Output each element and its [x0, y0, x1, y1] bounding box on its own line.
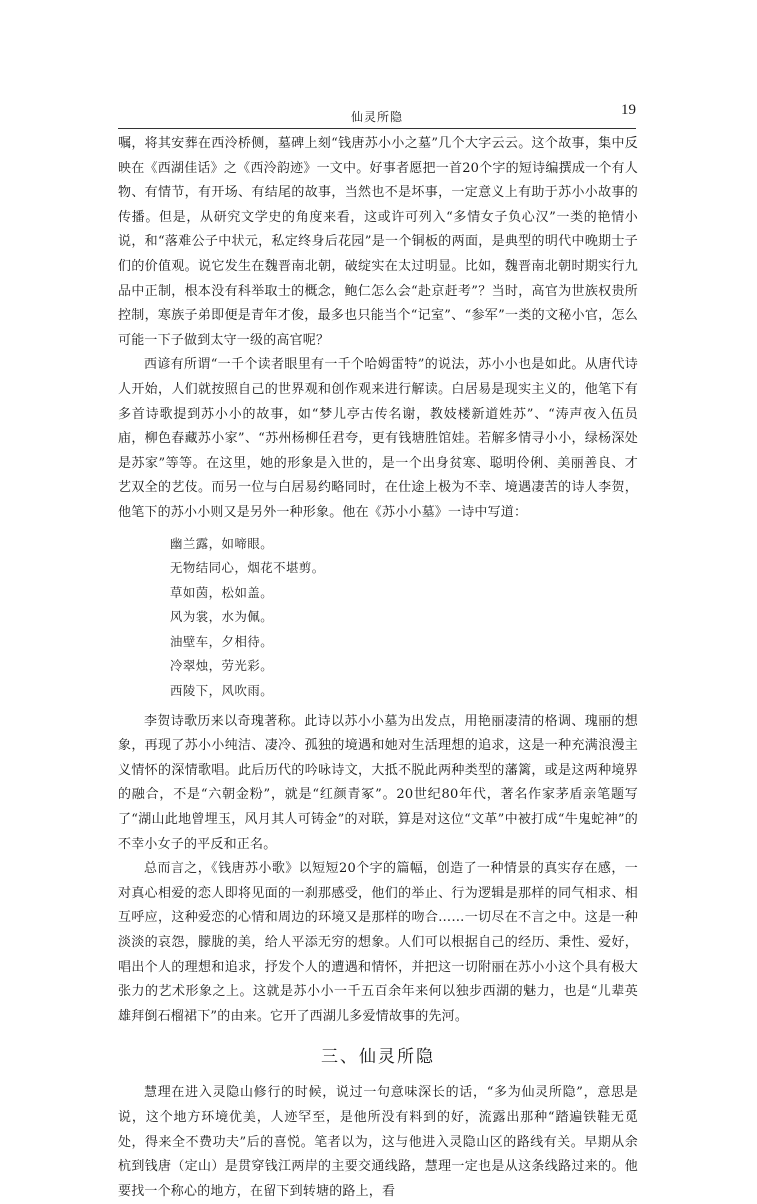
poem-line: 幽兰露，如啼眼。 — [170, 535, 274, 551]
paragraph: 嘱，将其安葬在西泠桥侧，墓碑上刻“钱唐苏小小之墓”几个大字云云。这个故事，集中反映在《西湖佳话》之《西泠韵迹》一文中。好事者愿把一首20个字的短诗编撰成一个有人物、有情节，有开场、有结尾的故事，当然也不是坏事，一定意义上有助于苏小小故事的传播。但是，从研究文学史的角度来看，这或许可列入“多情女子负心汉”一类的艳情小说，和“落难公子中状元，私定终身后花园”是一个铜板的两面，是典型的明代中晚期士子们的价值观。说它发生在魏晋南北朝，破绽实在太过明显。比如，魏晋南北朝时期实行九品中正制，根本没有科举取士的概念，鲍仁怎么会“赴京赶考”？当时，高官为世族权贵所控制，寒族子弟即便是青年才俊，最多也只能当个“记室”、“参军”一类的文秘小官，怎么可能一下子做到太守一级的高官呢？ — [118, 136, 638, 348]
paragraph: 慧理在进入灵隐山修行的时候，说过一句意味深长的话，“多为仙灵所隐”，意思是说，这个地方环境优美，人迹罕至，是他所没有料到的好，流露出那种“踏遍铁鞋无觅处，得来全不费功夫”后的喜悦。笔者以为，这与他进入灵隐山区的路线有关。早期从余杭到钱唐（定山）是贯穿钱江两岸的主要交通线路，慧理一定也是从这条线路过来的。他要找一个称心的地方，在留下到转塘的路上，看 — [118, 1085, 638, 1199]
poem-quote — [170, 532, 638, 704]
poem-line: 冷翠烛，劳光彩。 — [170, 658, 274, 674]
poem-line: 草如茵，松如盖。 — [170, 584, 274, 600]
running-title: 仙灵所隐 — [350, 110, 403, 124]
paragraph: 西谚有所谓“一千个读者眼里有一千个哈姆雷特”的说法，苏小小也是如此。从唐代诗人开始，人们就按照自己的世界观和创作观来进行解读。白居易是现实主义的，他笔下有多首诗歌提到苏小小的故事，如“梦儿亭古传名谢，教妓楼新道姓苏”、“涛声夜入伍员庙，柳色春藏苏小家”、“苏州杨柳任君夸，更有钱塘胜馆娃。若解多情寻小小，绿杨深处是苏家”等等。在这里，她的形象是入世的，是一个出身贫寒、聪明伶俐、美丽善良、才艺双全的艺伎。而另一位与白居易约略同时，在仕途上极为不幸、境遇凄苦的诗人李贺，他笔下的苏小小则又是另外一种形象。他在《苏小小墓》一诗中写道： — [118, 357, 638, 520]
page-number: 19 — [621, 102, 636, 118]
section-heading: 三、仙灵所隐 — [321, 1047, 435, 1068]
paragraph: 李贺诗歌历来以奇瑰著称。此诗以苏小小墓为出发点，用艳丽凄清的格调、瑰丽的想象，再现了苏小小纯洁、凄冷、孤独的境遇和她对生活理想的追求，这是一种充满浪漫主义情怀的深情歌唱。此后历代的吟咏诗文，大抵不脱此两种类型的藩篱，或是这两种境界的融合，不是“六朝金粉”，就是“红颜青冢”。20世纪80年代，著名作家茅盾亲笔题写了“湖山此地曾埋玉，风月其人可铸金”的对联，算是对这位“文革”中被打成“牛鬼蛇神”的不幸小女子的平反和正名。 — [118, 713, 638, 852]
poem-line: 西陵下，风吹雨。 — [170, 683, 274, 699]
page-header — [118, 104, 636, 129]
poem-line: 风为裳，水为佩。 — [170, 609, 274, 625]
paragraph: 总而言之，《钱唐苏小歌》以短短20个字的篇幅，创造了一种情景的真实存在感，一对真心相爱的恋人即将见面的一刹那感受，他们的举止、行为逻辑是那样的同气相求、相互呼应，这种爱恋的心情和周边的环境又是那样的吻合……一切尽在不言之中。这是一种淡淡的哀怨，朦胧的美，给人平添无穷的想象。人们可以根据自己的经历、秉性、爱好，唱出个人的理想和追求，抒发个人的遭遇和情怀，并把这一切附丽在苏小小这个具有极大张力的艺术形象之上。这就是苏小小一千五百余年来何以独步西湖的魅力，也是“儿辈英雄拜倒石榴裙下”的由来。它开了西湖儿多爱情故事的先河。 — [118, 861, 638, 1024]
body-text — [118, 132, 638, 1204]
poem-line: 油壁车，夕相待。 — [170, 633, 274, 649]
poem-line: 无物结同心，烟花不堪剪。 — [170, 560, 325, 576]
